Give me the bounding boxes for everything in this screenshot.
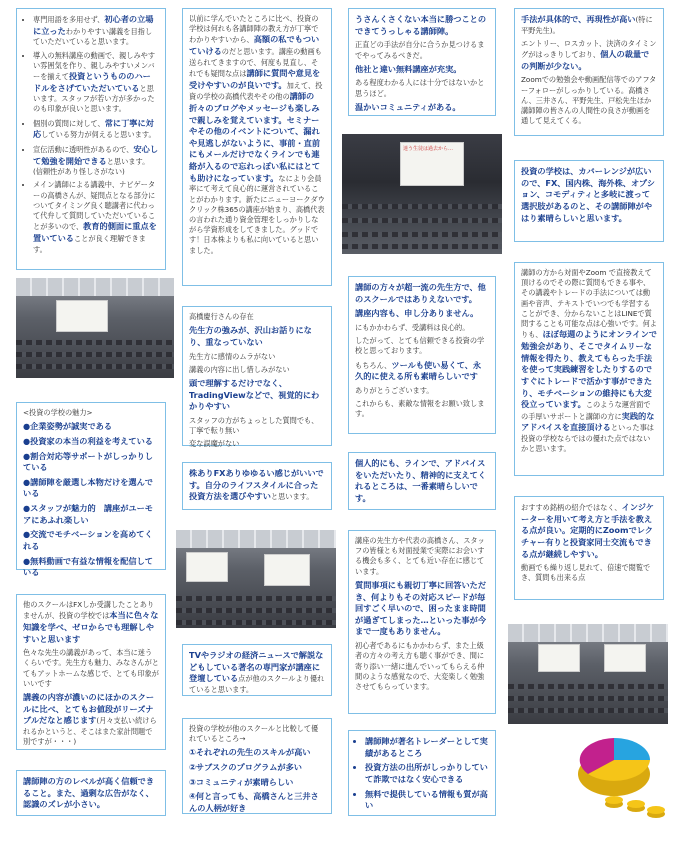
review-box-col2-5: 投資の学校が他のスクールと比較して優れているところ→ ①それぞれの先生のスキルが高い ②サブスクのプログラムが多い ③コミュニティが素晴らしい ④何と言っても、高橋さんと三井さんの人柄が好き (182, 718, 332, 814)
review-list (23, 14, 159, 255)
pie-chart-coins-illustration (574, 734, 672, 826)
list-item: ●割合対応等サポートがしっかりしている (23, 450, 153, 473)
review-box-col1-2 (16, 402, 166, 578)
list-item: ③コミュニティが素晴らしい (189, 776, 294, 787)
seminar-photo-2 (176, 530, 336, 628)
review-box-col2-3: 株ありFXありゆゆるい感じがいいです。自分のライフスタイルに合った投資方法を選びやすいと思います。 (182, 462, 332, 510)
list-item: ①それぞれの先生のスキルが高い (189, 747, 311, 758)
section-title: 高橋慶行さんの存在 (189, 312, 254, 321)
list-item: ●投資家の本当の利益を考えている (23, 435, 153, 446)
review-box-col1-4: 講師陣の方のレベルが高く信頼できること。また、過剰な広告がなく、認識のズレが小さい。 (16, 770, 166, 816)
list-item: ●講師陣を厳選し本物だけを選んでいる (23, 476, 153, 499)
review-box-col4-2: 投資の学校は、カバーレンジが広いので、FX、国内株、海外株、オプション、コモディティと多岐に渡って選択肢があるのと、その講師陣がやはり素晴らしいと思います。 (514, 160, 664, 242)
list-item: • 投資方法の出所がしっかりしていて詐欺ではなく安心できる (365, 762, 489, 785)
review-box-col3-3: 個人的にも、ラインで、アドバイスをいただいたり、精神的に支えてくれるところは、一番素晴らしいです。 (348, 452, 496, 510)
review-box-col1-1 (16, 8, 166, 270)
list-item: ④何と言っても、高橋さんと三井さんの人柄が好き (189, 791, 319, 813)
list-item: • 専門用語を多用せず、初心者の立場に立ったわかりやすい講義を目指していただいていると思います。 (33, 14, 159, 48)
review-box-col3-2: 講師の方々が超一流の先生方で、他のスクールではありえないです。 講座内容も、申し分ありません。 にもかかわらず、受講料は良心的。 したがって、とても信頼できる投資の学校と思っております。 もちろん、ツールも使い易くて、永久的に使える所も素晴らしいです ありがとうございます。 これからも、素敵な情報をお願い致します。 (348, 276, 496, 434)
coin-icon (605, 796, 665, 818)
review-box-col4-3: 講師の方から対面やZoom で直接教えて頂けるのでその際に質問もできる事や、その講義やトレードの手法については動画や音声、テキストでいつでも学習することができ、分からないことはLINEで質問することも可能な点は心強いです。何よりも、ほぼ毎週のようにオンラインで勉強会があり、そこでタイムリーな情報を得たり、教えてもらった手法を使って実践練習をしたりするのですぐにトレードで活かす事ができたり、モチベーションの維持にも大変役立っています。このような運営面での手厚いサポートと講師の方に実践的なアドバイスを直接頂けるといった事は投資の学校ならではの優れた点ではないかと思います。 (514, 262, 664, 476)
list-item: ●スタッフが魅力的 講座がユーモアにあふれ楽しい (23, 503, 153, 525)
review-box-col4-1: 手法が具体的で、再現性が高い(特に平野先生)。 エントリー、ロスカット、決済のタイミングがはっきりしており、個人の裁量での判断が少ない。 Zoomでの勉強会や動画配信等でのアフターフォローがしっかりしている。高橋さん、三井さん、平野先生、戸松先生ほか講師陣の皆さんの人間性の良さが動画を通して見えてくる。 (514, 8, 664, 136)
review-box-col2-1: 以前に学んでいたところに比べ、投資の学校は何れも各講師陣の教え方が丁寧でわかりやすいから、高額の私でもついていけるのだと思います。講座の動画も送られてきますので、何度も見直し、それでも疑問な点は講師に質問や意見を受けやすいのが良いです。加えて、投資の学校の高橋代表やその他の講師の折々のブログやメッセージも楽しみで親しみを覚えています。セミナーやその他のイベントについて、漏れや見逃しがないように、事前・直前にもメールだけでなくラインでも連絡が入るので忘れっぽい私にはとても助けになっています。なにより会員率にて考えて良心的に運営されていることがわかります。新たにニューヨークダウクリック株365の講座が始まり、高橋代表の言われた通り資金管理をしっかりしながら学資形成をしてきました。グッドです！日本株よりも私に向いていると思いました。 (182, 8, 332, 286)
seminar-photo-1 (16, 278, 174, 378)
review-box-col2-2: 高橋慶行さんの存在 先生方の強みが、沢山お話りになり、重なっていない 先生方に感情のムラがない 講義の内容に出し惜しみがない 頭で理解するだけでなく、TradingViewなどで、視覚的にわかりやすい スタッフの方がちょっとした質問でも、丁寧で転り無い 変な誤魔がない (182, 306, 332, 446)
list-item: • 宣伝活動に透明性があるので、安心して勉強を開始できると思います。(信頼性があり怪しさがない) (33, 144, 159, 178)
section-title: <投資の学校の魅力> (23, 408, 93, 417)
list-item: ②サブスクのプログラムが多い (189, 762, 302, 773)
review-box-col2-4: TVやラジオの経済ニュースで解説などもしている著名の専門家が講座に登壇している点が他のスクールより優れていると思います。 (182, 644, 332, 696)
list-item: • 個別の質問に対して、常に丁寧に対応している努力が伺えると思います。 (33, 118, 159, 141)
review-box-col3-4: 講座の先生方や代表の高橋さん、スタッフの皆様とも対面授業で実際にお会いする機会も多く、とても近い存在に感じています。 質問事項にも親切丁寧に回答いただき、何よりもその対応スピードが毎回すごく早いので、困ったまま時間が過ぎてしまった…といった事が今まで一度もありません。 初心者であるにもかかわらず、また上級者の方々の考え方も聴く事ができ、間に寄り添い一緒に進んでいってもらえる仲間のような感覚なので、大変楽しく勉強させてもらっています。 (348, 530, 496, 714)
seminar-photo-3 (342, 134, 502, 254)
list-item: ●無料動画で有益な情報を配信している (23, 555, 153, 578)
seminar-photo-4 (508, 624, 668, 724)
list-item: ●企業姿勢が誠実である (23, 421, 113, 432)
list-item: • 無料で提供している情報も質が高い (365, 789, 489, 812)
pie-slice-blue (614, 738, 650, 760)
review-box-col3-1: うさんくさくない本当に勝つことのできてうっしゃる講師陣。 正直どの手法が自分に合うか見つけるまでやってみるべきだ。 他社と違い無料講座が充実。 ある程度わかる人には十分ではないかと思うほど。 温かいコミュニティがある。 (348, 8, 496, 116)
list-item: • 導入の無料講座の動画で、親しみやすい雰囲気を作り、親しみやすいメンバーを揃えて投資というもののハードルをさげていただいていると思います。スタッフが若い方が多かったのも印象が良いと思います。 (33, 51, 159, 115)
review-box-col1-3: 他のスクールはFXしか受講したことありませんが、投資の学校では本当に色々な知識を学べ、ゼロからでも理解しやすいと思います 色々な先生の講義があって、本当に迷うくらいです。先生方も魅力、みなさんがとてもアットホームな感じで、とても印象がいいです 講義の内容が濃いのにほかのスクールに比べ、とてもお値段がリーズナブルだなと感じます(月々支払い続けられるかというと、そこはまた家計問題で別ですが・・・) (16, 594, 166, 750)
list-item: • メイン講師による講義中、ナビゲーターの高橋さんが、疑問点となる部分についてタイミング良く聴講者に代わって代弁して質問していただいていることが多いので、教育的側面に重点を置いていることが良く理解できます。 (33, 180, 159, 254)
list-item: • 講師陣が著名トレーダーとして実績があるところ (365, 736, 489, 759)
list-item: ●交流でモチベーションを高めてくれる (23, 529, 153, 551)
screen-title: 迷う生徒は過去から… (403, 146, 454, 152)
review-box-col3-5 (348, 730, 496, 816)
review-box-col4-4: おすすめ銘柄の紹介ではなく、インジケーターを用いて考え方と手法を教える点が良い。定期的にZoomでレクチャー有りと投資家同士交流もできる点が継続しやすい。 動画でも繰り返し見れて、倍速で閲覧でき、質問も出来る点 (514, 496, 664, 600)
